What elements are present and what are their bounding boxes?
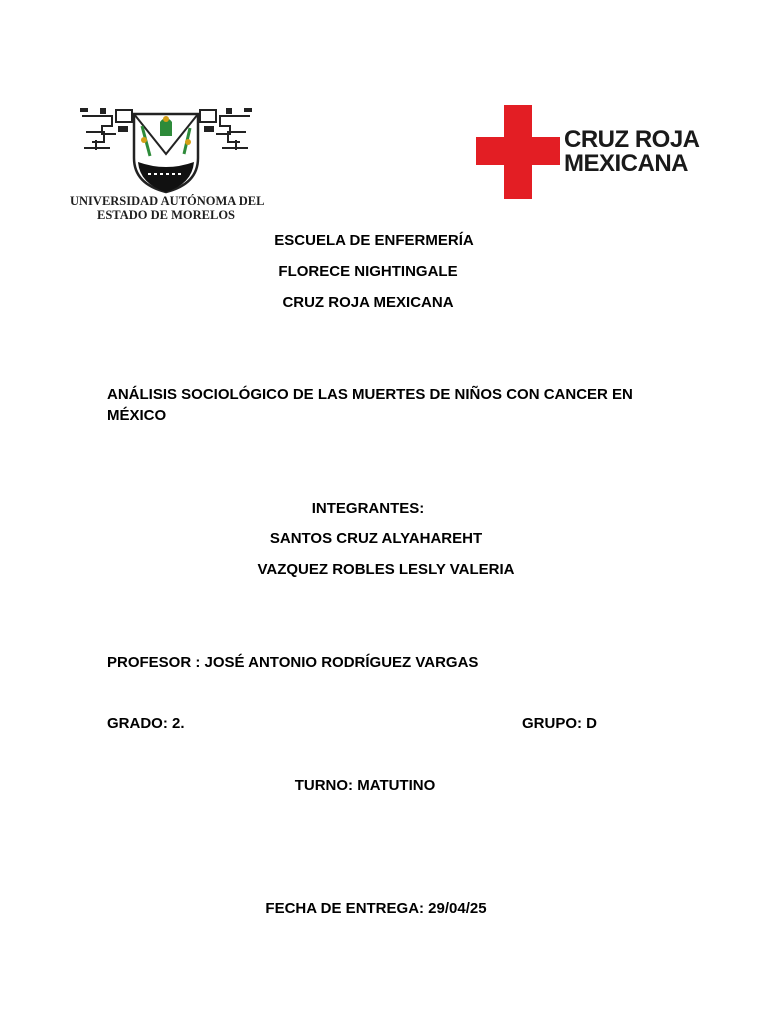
- uaem-logo: [70, 104, 265, 224]
- uaem-name-line2: ESTADO DE MORELOS: [97, 208, 235, 222]
- document-title-line2: MÉXICO: [107, 407, 167, 424]
- school-line: ESCUELA DE ENFERMERÍA: [274, 232, 474, 249]
- professor-line: PROFESOR : JOSÉ ANTONIO RODRÍGUEZ VARGAS: [107, 654, 479, 671]
- member-name: SANTOS CRUZ ALYAHAREHT: [269, 530, 483, 547]
- uaem-shield-icon: [76, 104, 256, 194]
- members-heading: INTEGRANTES:: [311, 500, 425, 517]
- cruz-roja-line2: MEXICANA: [564, 150, 689, 177]
- institution-line: CRUZ ROJA MEXICANA: [282, 294, 454, 311]
- shift-line: TURNO: MATUTINO: [294, 777, 436, 794]
- due-date-line: FECHA DE ENTREGA: 29/04/25: [265, 900, 487, 917]
- member-name: VAZQUEZ ROBLES LESLY VALERIA: [257, 561, 515, 578]
- group-line: GRUPO: D: [522, 715, 597, 732]
- document-title-line1: ANÁLISIS SOCIOLÓGICO DE LAS MUERTES DE NIÑOS CON CANCER EN: [107, 386, 633, 403]
- cruz-roja-logo: [474, 104, 700, 200]
- school-name-line: FLORECE NIGHTINGALE: [278, 263, 458, 280]
- grade-line: GRADO: 2.: [107, 715, 185, 732]
- red-cross-icon: [476, 105, 560, 199]
- uaem-name-line1: UNIVERSIDAD AUTÓNOMA DEL: [70, 194, 265, 208]
- cruz-roja-line1: CRUZ ROJA: [564, 126, 700, 153]
